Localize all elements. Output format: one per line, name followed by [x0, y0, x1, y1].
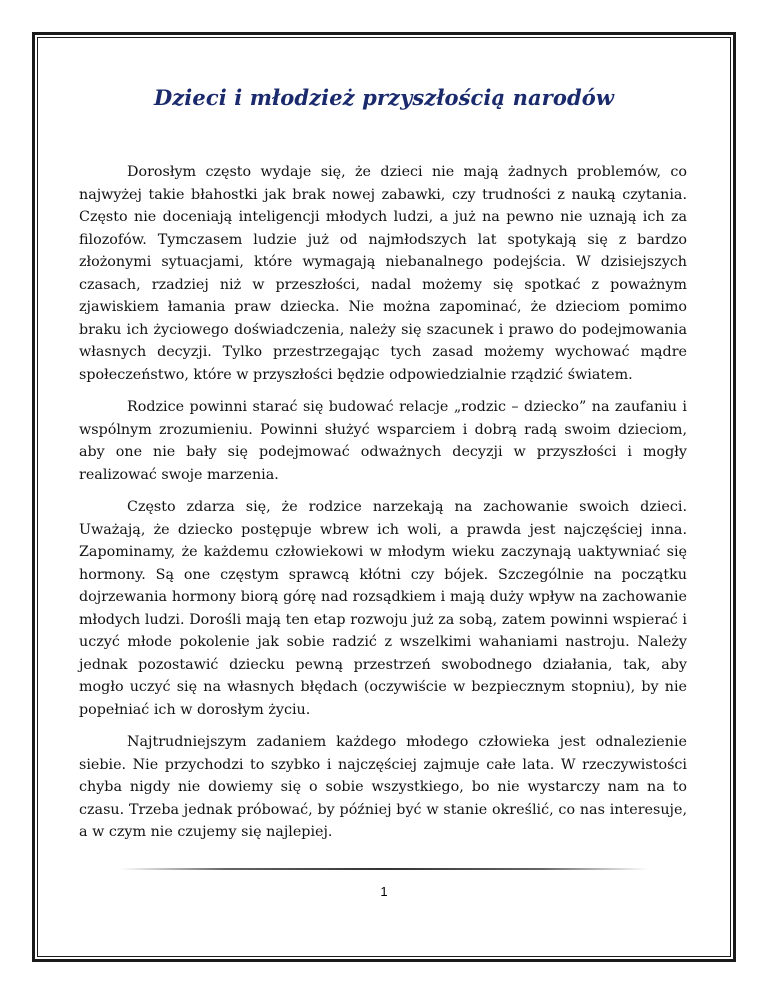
paragraph-2: Rodzice powinni starać się budować relacje „rodzic – dziecko” na zaufaniu i wspólnym zrozumieniu. Powinni służyć wsparciem i dobrą radą swoim dzieciom, aby one nie bały się podejmować odważnych decyzji w przyszłości i mogły realizować swoje marzenia. — [79, 399, 687, 483]
document-body — [79, 161, 687, 854]
paragraph-4: Najtrudniejszym zadaniem każdego młodego człowieka jest odnalezienie siebie. Nie przychodzi to szybko i najczęściej zajmuje całe lata. W rzeczywistości chyba nigdy nie dowiemy się o sobie wszystkiego, bo nie wystarczy nam na to czasu. Trzeba jednak próbować, by później być w stanie określić, co nas interesuje, a w czym nie czujemy się najlepiej. — [79, 734, 687, 840]
page-number: 1 — [380, 884, 388, 899]
document-title: Dzieci i młodzież przyszłością narodów — [153, 85, 615, 110]
paragraph-3: Często zdarza się, że rodzice narzekają na zachowanie swoich dzieci. Uważają, że dziecko postępuje wbrew ich woli, a prawda jest najczęściej inna. Zapominamy, że każdemu człowiekowi w młodym wieku zaczynają uaktywniać się hormony. Są one częstym sprawcą kłótni czy bójek. Szczególnie na początku dojrzewania hormony biorą górę nad rozsądkiem i mają duży wpływ na zachowanie młodych ludzi. Dorośli mają ten etap rozwoju już za sobą, zatem powinni wspierać i uczyć młode pokolenie jak sobie radzić z wszelkimi wahaniami nastroju. Należy jednak pozostawić dziecku pewną przestrzeń swobodnego działania, tak, aby mogło uczyć się na własnych błędach (oczywiście w bezpiecznym stopniu), by nie popełniać ich w dorosłym życiu. — [79, 499, 687, 718]
paragraph-1: Dorosłym często wydaje się, że dzieci nie mają żadnych problemów, co najwyżej takie błahostki jak brak nowej zabawki, czy trudności z nauką czytania. Często nie doceniają inteligencji młodych ludzi, a już na pewno nie uznają ich za filozofów. Tymczasem ludzie już od najmłodszych lat spotykają się z bardzo złożonymi sytuacjami, które wymagają niebanalnego podejścia. W dzisiejszych czasach, rzadziej niż w przeszłości, nadal możemy się spotkać z poważnym zjawiskiem łamania praw dziecka. Nie można zapominać, że dzieciom pomimo braku ich życiowego doświadczenia, należy się szacunek i prawo do podejmowania własnych decyzji. Tylko przestrzegając tych zasad możemy wychować mądre społeczeństwo, które w przyszłości będzie odpowiedzialnie rządzić światem. — [79, 164, 687, 383]
footer-divider — [120, 868, 648, 870]
